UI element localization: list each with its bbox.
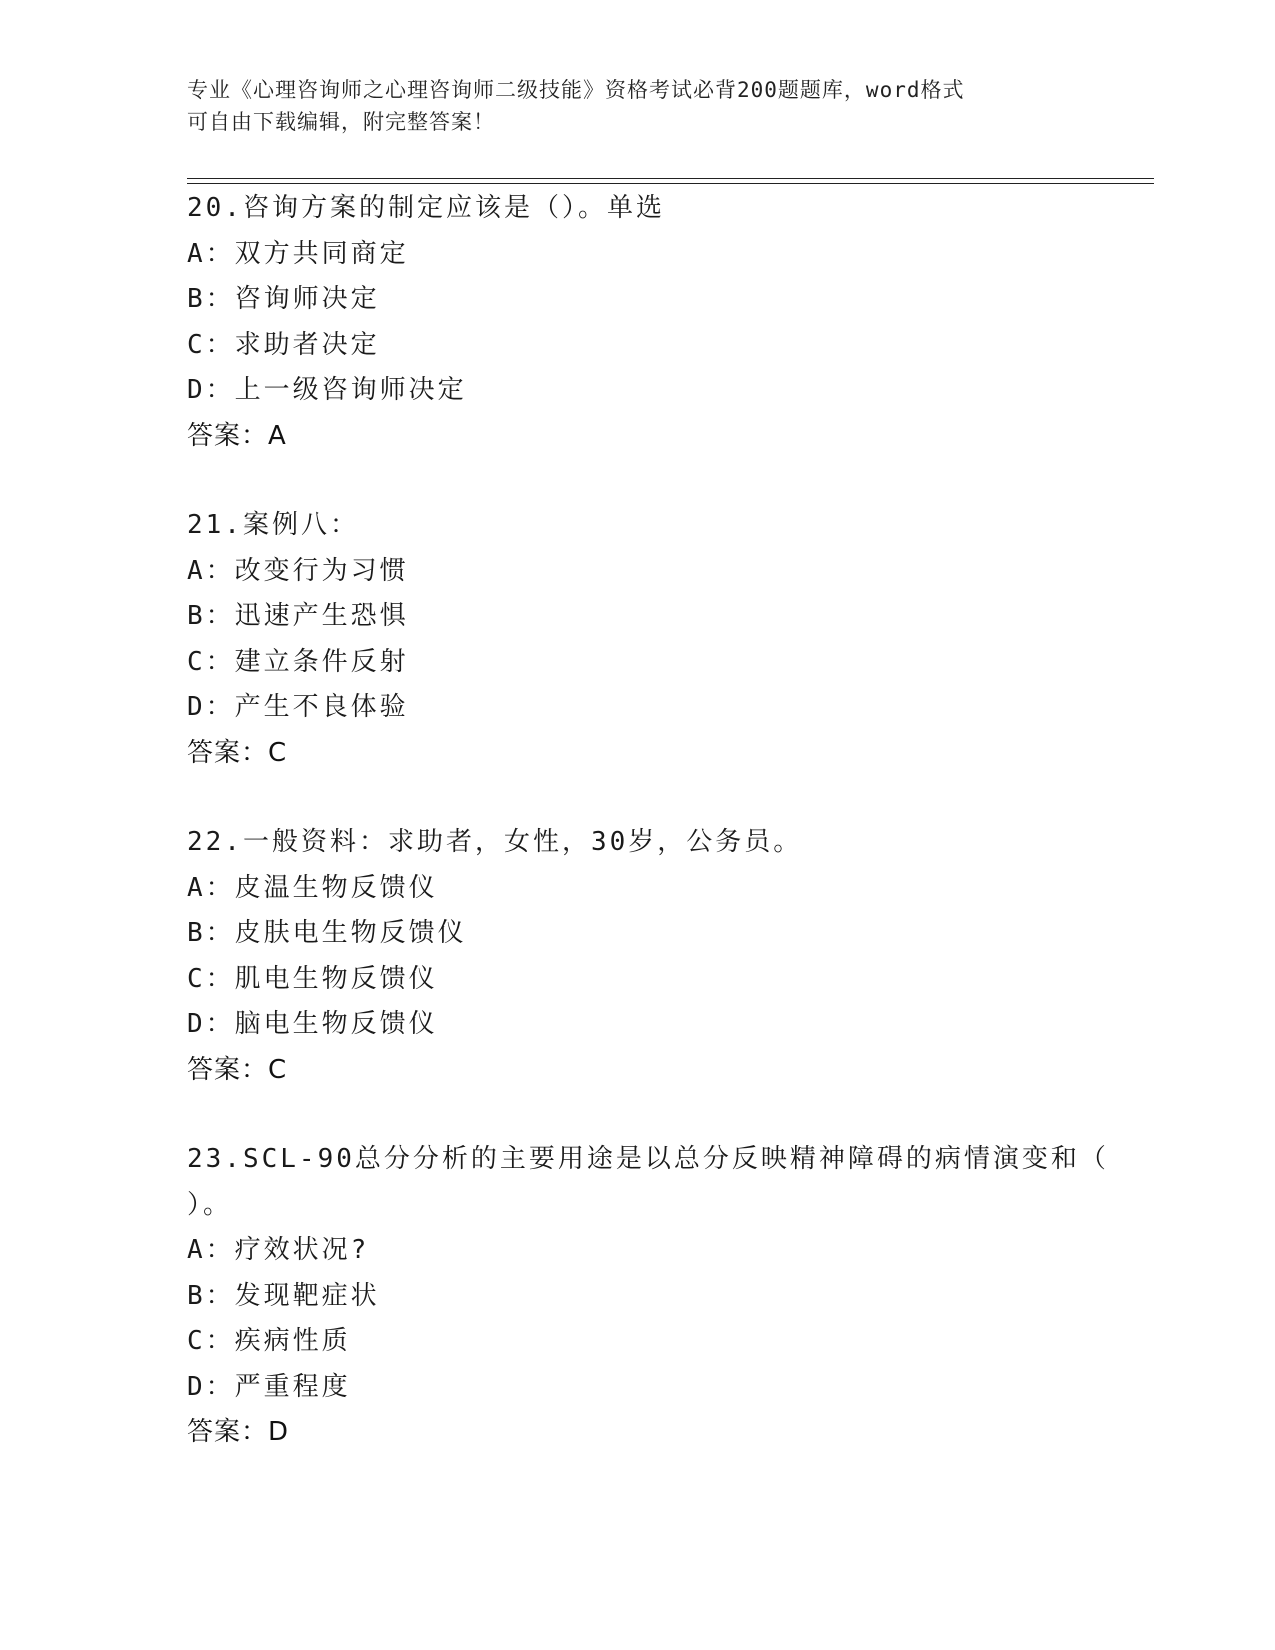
option-d: D：上一级咨询师决定	[187, 375, 467, 405]
option-c: C：肌电生物反馈仪	[187, 963, 438, 994]
option-c: C：疾病性质	[187, 1326, 351, 1356]
question-stem: 22.一般资料：求助者，女性，30岁，公务员。	[187, 827, 803, 857]
question-stem: 23.SCL-90总分分析的主要用途是以总分反映精神障碍的病情演变和（	[187, 1144, 1109, 1174]
option-d: D：脑电生物反馈仪	[187, 1009, 438, 1039]
question-23	[187, 1137, 1109, 1456]
answer-label: 答案：C	[187, 737, 288, 768]
option-a: A：疗效状况?	[187, 1235, 370, 1265]
question-20	[187, 186, 1087, 459]
option-b: B：皮肤电生物反馈仪	[187, 918, 467, 948]
option-b: B：迅速产生恐惧	[187, 601, 409, 631]
option-d: D：严重程度	[187, 1371, 351, 1402]
answer-label: 答案：A	[187, 420, 287, 451]
option-a: A：皮温生物反馈仪	[187, 872, 438, 903]
option-c: C：求助者决定	[187, 329, 380, 360]
option-a: A：双方共同商定	[187, 238, 409, 269]
question-21	[187, 503, 1087, 776]
option-c: C：建立条件反射	[187, 646, 409, 677]
header-line-2: 可自由下载编辑，附完整答案！	[187, 110, 495, 134]
option-b: B：发现靶症状	[187, 1280, 380, 1311]
question-stem: 20.咨询方案的制定应该是（）。单选	[187, 193, 665, 223]
header-divider-bottom	[187, 183, 1154, 184]
question-stem: 21.案例八：	[187, 510, 359, 540]
option-d: D：产生不良体验	[187, 692, 409, 722]
header-line-1: 专业《心理咨询师之心理咨询师二级技能》资格考试必背200题题库，word格式	[187, 78, 965, 102]
answer-label: 答案：D	[187, 1417, 290, 1447]
question-22	[187, 820, 1087, 1093]
document-header	[187, 74, 1067, 138]
question-stem-continued: ）。	[187, 1189, 233, 1220]
option-b: B：咨询师决定	[187, 284, 380, 314]
question-list	[187, 186, 1109, 1500]
answer-label: 答案：C	[187, 1054, 288, 1085]
option-a: A：改变行为习惯	[187, 555, 409, 586]
header-divider-top	[187, 178, 1154, 179]
